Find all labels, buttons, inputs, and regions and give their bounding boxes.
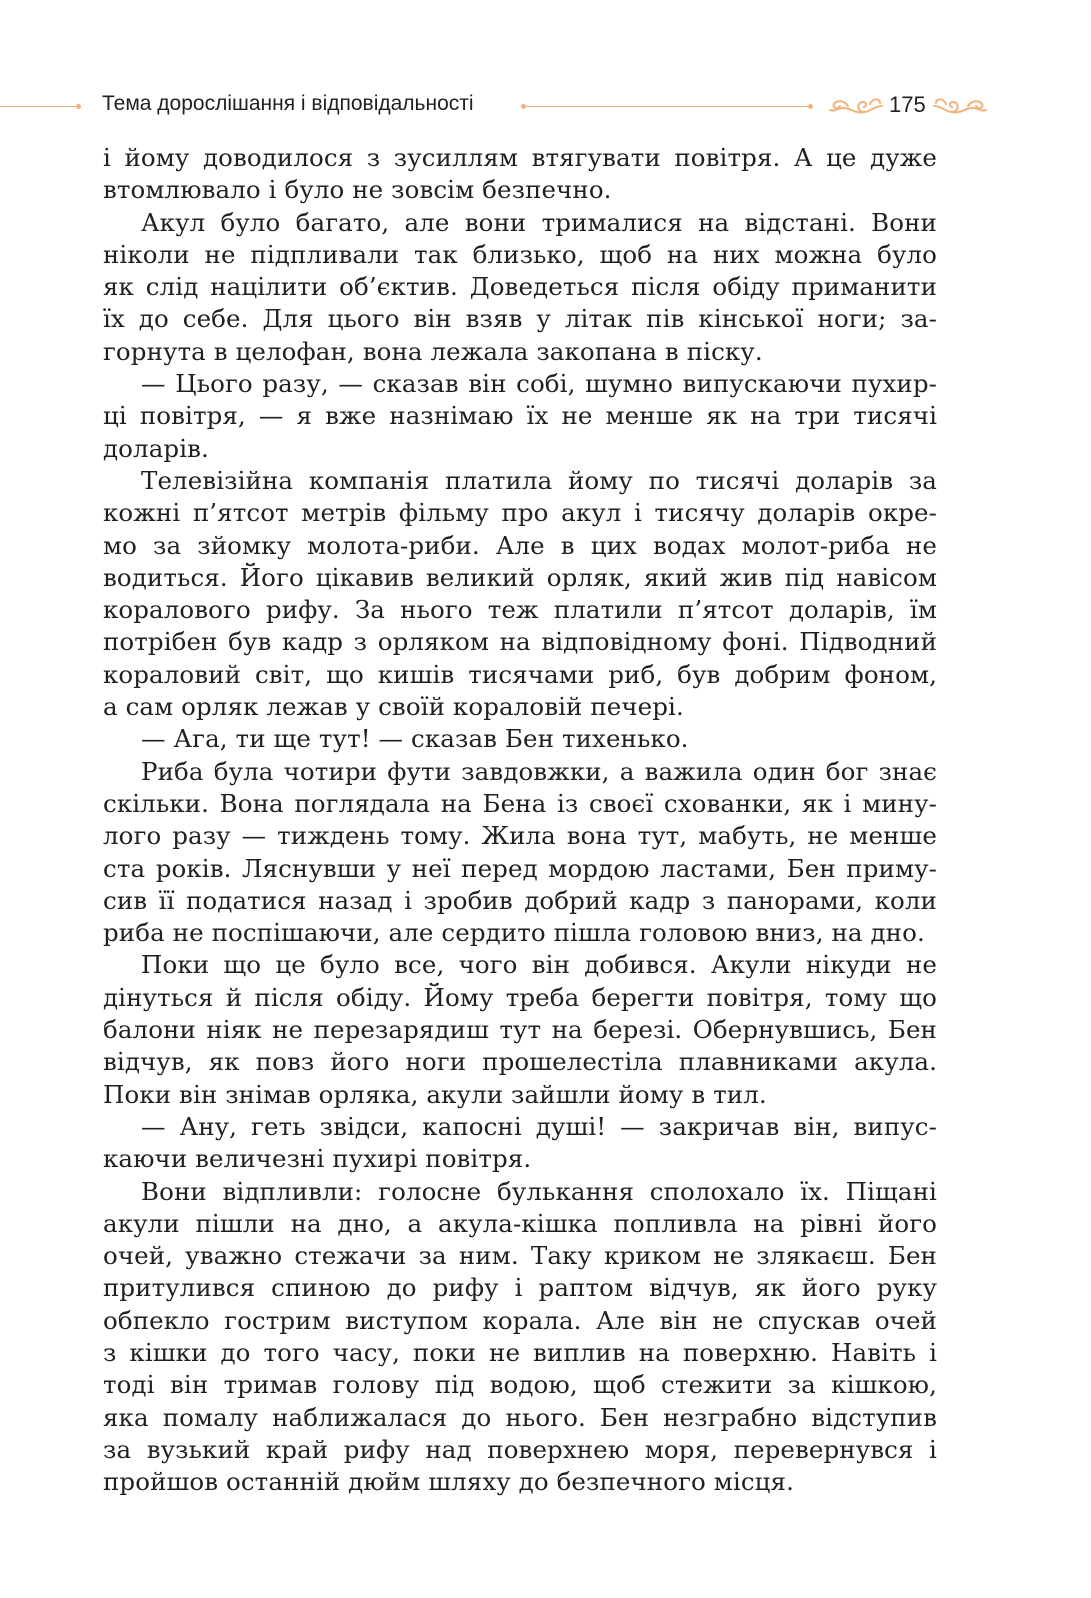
header-rule-dot [76,104,81,109]
text-line: відчув, як повз його ноги прошелестіла плавниками акула. [103,1047,937,1077]
text-line: — Цього разу, — сказав він собі, шумно випускаючи пухир- [141,369,937,399]
text-line: балони ніяк не перезарядиш тут на березі. Обернувшись, Бен [103,1015,937,1045]
header-rule-middle [525,106,810,107]
text-line: за вузький край рифу над поверхнею моря, перевернувся і [103,1434,937,1464]
wave-swirl-ornament-icon [826,94,884,118]
paragraph [103,1176,937,1499]
text-line: кожні п’ятсот метрів фільму про акул і тисячу доларів окре- [103,498,937,528]
header-rule-dot [808,104,813,109]
text-line: скільки. Вона поглядала на Бена із своєї схованки, як і мину- [103,788,937,818]
page-number: 175 [889,92,926,117]
text-line: риба не поспішаючи, але сердито пішла головою вниз, на дно. [103,918,925,948]
text-line: очей, уважно стежачи за ним. Таку криком не злякаєш. Бен [103,1241,937,1271]
text-line: сив її податися назад і зробив добрий кадр з панорами, коли [103,885,937,915]
text-line: доларів. [103,433,209,463]
text-line: їх до себе. Для цього він взяв у літак пів кінської ноги; за- [103,304,937,334]
text-line: дінуться й після обіду. Йому треба берегти повітря, тому що [103,982,937,1012]
paragraph [103,142,937,207]
text-line: з кішки до того часу, поки не виплив на поверхню. Навіть і [103,1337,937,1367]
paragraph [103,1111,937,1176]
paragraph [103,465,937,723]
text-line: мо за зйомку молота-риби. Але в цих водах молот-риба не [103,530,937,560]
paragraph [103,207,937,368]
text-line: як слід націлити об’єктив. Доведеться після обіду приманити [103,272,937,302]
text-line: коралового рифу. За нього теж платили п’ятсот доларів, їм [103,595,937,625]
text-line: ста років. Ляснувши у неї перед мордою ластами, Бен приму- [103,853,937,883]
text-line: ніколи не підпливали так близько, щоб на них можна було [103,239,937,269]
text-line: тоді він тримав голову під водою, щоб стежити за кішкою, [103,1370,937,1400]
text-line: яка помалу наближалася до нього. Бен незграбно відступив [103,1402,937,1432]
text-line: Акул було багато, але вони трималися на відстані. Вони [141,207,937,237]
text-line: притулився спиною до рифу і раптом відчув, як його руку [103,1273,937,1303]
wave-swirl-ornament-icon [932,94,990,118]
body-text [103,142,937,1498]
text-line: Поки він знімав орляка, акули зайшли йому в тил. [103,1079,767,1109]
text-line: а сам орляк лежав у своїй кораловій печері. [103,692,684,722]
paragraph [103,723,937,755]
text-line: втомлювало і було не зовсім безпечно. [103,175,612,205]
text-line: горнута в целофан, вона лежала закопана в піску. [103,336,763,366]
text-line: пройшов останній дюйм шляху до безпечного місця. [103,1467,794,1497]
text-line: Вони відпливли: голосне булькання сполохало їх. Піщані [141,1176,937,1206]
text-line: водиться. Його цікавив великий орляк, який жив під навісом [103,562,937,592]
text-line: ці повітря, — я вже назнімаю їх не менше як на три тисячі [103,401,937,431]
header-rule-left [0,106,76,107]
text-line: Поки що це було все, чого він добився. Акули нікуди не [141,950,937,980]
paragraph [103,368,937,465]
paragraph [103,949,937,1110]
text-line: акули пішли на дно, а акула-кішка попливла на рівні його [103,1208,937,1238]
text-line: — Ага, ти ще тут! — сказав Бен тихенько. [141,724,689,754]
text-line: каючи величезні пухирі повітря. [103,1144,532,1174]
text-line: — Ану, геть звідси, капосні душі! — закричав він, випус- [141,1111,937,1141]
text-line: Риба була чотири фути завдовжки, а важила один бог знає [141,756,937,786]
text-line: лого разу — тиждень тому. Жила вона тут, мабуть, не менше [103,821,937,851]
page-header [0,88,1091,124]
text-line: і йому доводилося з зусиллям втягувати повітря. А це дуже [103,143,937,172]
text-line: кораловий світ, що кишів тисячами риб, був добрим фоном, [103,659,937,689]
paragraph [103,756,937,950]
text-line: потрібен був кадр з орляком на відповідному фоні. Підводний [103,627,937,657]
text-line: Телевізійна компанія платила йому по тисячі доларів за [141,465,937,495]
running-head: Тема дорослішання і відповідальності [102,92,474,115]
text-line: обпекло гострим виступом корала. Але він не спускав очей [103,1305,937,1335]
